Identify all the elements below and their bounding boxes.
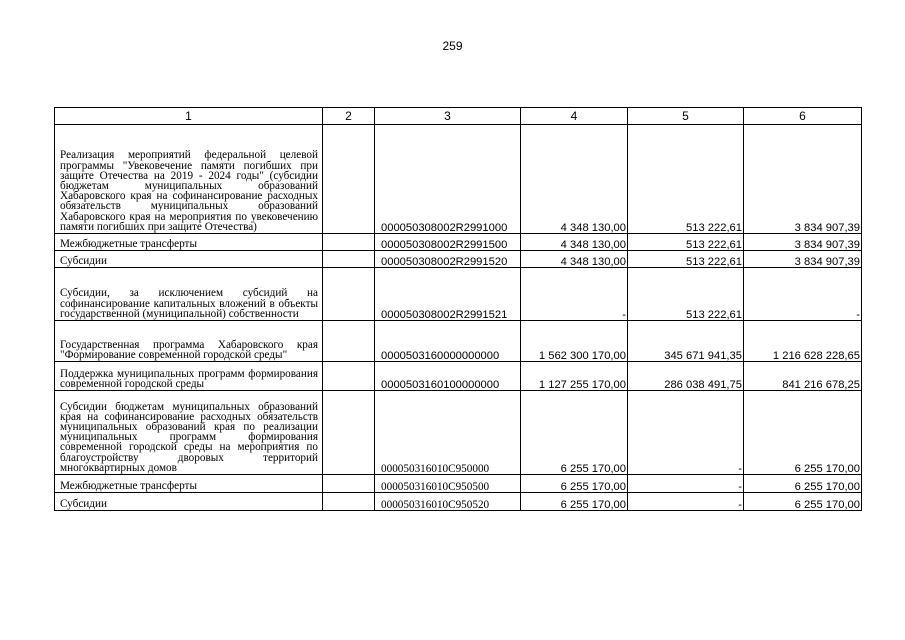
row-name: Поддержка муниципальных программ формирования современной городской среды [55,362,323,391]
row-col6: - [744,268,862,321]
row-col5: 286 038 491,75 [628,362,744,391]
table-row [55,493,862,511]
row-col4: 6 255 170,00 [521,493,628,511]
row-col5: 513 222,61 [628,251,744,268]
row-col4: 6 255 170,00 [521,391,628,475]
row-col5: 513 222,61 [628,125,744,234]
row-col4: 4 348 130,00 [521,125,628,234]
row-col4: - [521,268,628,321]
row-col2 [323,234,375,251]
row-col2 [323,391,375,475]
row-col4: 4 348 130,00 [521,251,628,268]
table-row [55,475,862,493]
row-col5: - [628,391,744,475]
table-row [55,251,862,268]
table-row [55,391,862,475]
table-row [55,125,862,234]
row-name: Государственная программа Хабаровского края "Формирование современной городской среды" [55,321,323,362]
row-col5: - [628,475,744,493]
header-cell-2: 2 [323,108,375,125]
table-row [55,362,862,391]
table-row [55,234,862,251]
row-name: Межбюджетные трансферты [55,234,323,251]
row-name: Субсидии [55,251,323,268]
row-code: 0000503160000000000 [375,321,521,362]
table-row [55,268,862,321]
row-col6: 3 834 907,39 [744,234,862,251]
row-code: 000050308002R2991000 [375,125,521,234]
row-code: 000050308002R2991500 [375,234,521,251]
header-cell-4: 4 [521,108,628,125]
row-col2 [323,125,375,234]
row-name: Межбюджетные трансферты [55,475,323,493]
header-cell-6: 6 [744,108,862,125]
budget-table [54,107,862,511]
row-col4: 1 127 255 170,00 [521,362,628,391]
row-col5: - [628,493,744,511]
row-col5: 345 671 941,35 [628,321,744,362]
row-name: Реализация мероприятий федеральной целевой программы "Увековечение памяти погибших при защите Отечества на 2019 - 2024 годы" (субсидии бюджетам муниципальных образований Хабаровского края на софинансирование расходных обязательств муниципальных образований Хабаровского края на мероприятия по увековечению памяти погибших при защите Отечества) [55,125,323,234]
row-col6: 6 255 170,00 [744,493,862,511]
table-row [55,321,862,362]
row-name: Субсидии бюджетам муниципальных образований края на софинансирование расходных обязательств муниципальных образований края по реализации муниципальных программ формирования современной городской среды на мероприятия по благоустройству дворовых территорий многоквартирных домов [55,391,323,475]
row-col2 [323,362,375,391]
row-col2 [323,268,375,321]
table-header-row [55,108,862,125]
header-cell-1: 1 [55,108,323,125]
row-code: 000050308002R2991520 [375,251,521,268]
row-col6: 1 216 628 228,65 [744,321,862,362]
row-code: 000050316010C950500 [375,475,521,493]
row-code: 000050316010C950000 [375,391,521,475]
row-col5: 513 222,61 [628,268,744,321]
row-code: 000050308002R2991521 [375,268,521,321]
row-col4: 1 562 300 170,00 [521,321,628,362]
row-col4: 4 348 130,00 [521,234,628,251]
page-number: 259 [442,39,463,53]
row-col6: 3 834 907,39 [744,251,862,268]
row-col6: 6 255 170,00 [744,475,862,493]
row-col6: 841 216 678,25 [744,362,862,391]
row-col6: 3 834 907,39 [744,125,862,234]
row-col2 [323,321,375,362]
row-col6: 6 255 170,00 [744,391,862,475]
row-code: 0000503160100000000 [375,362,521,391]
row-col5: 513 222,61 [628,234,744,251]
row-col2 [323,475,375,493]
row-col4: 6 255 170,00 [521,475,628,493]
row-col2 [323,251,375,268]
row-name: Субсидии, за исключением субсидий на софинансирование капитальных вложений в объекты государственной (муниципальной) собственности [55,268,323,321]
row-col2 [323,493,375,511]
row-code: 000050316010C950520 [375,493,521,511]
header-cell-3: 3 [375,108,521,125]
row-name: Субсидии [55,493,323,511]
header-cell-5: 5 [628,108,744,125]
